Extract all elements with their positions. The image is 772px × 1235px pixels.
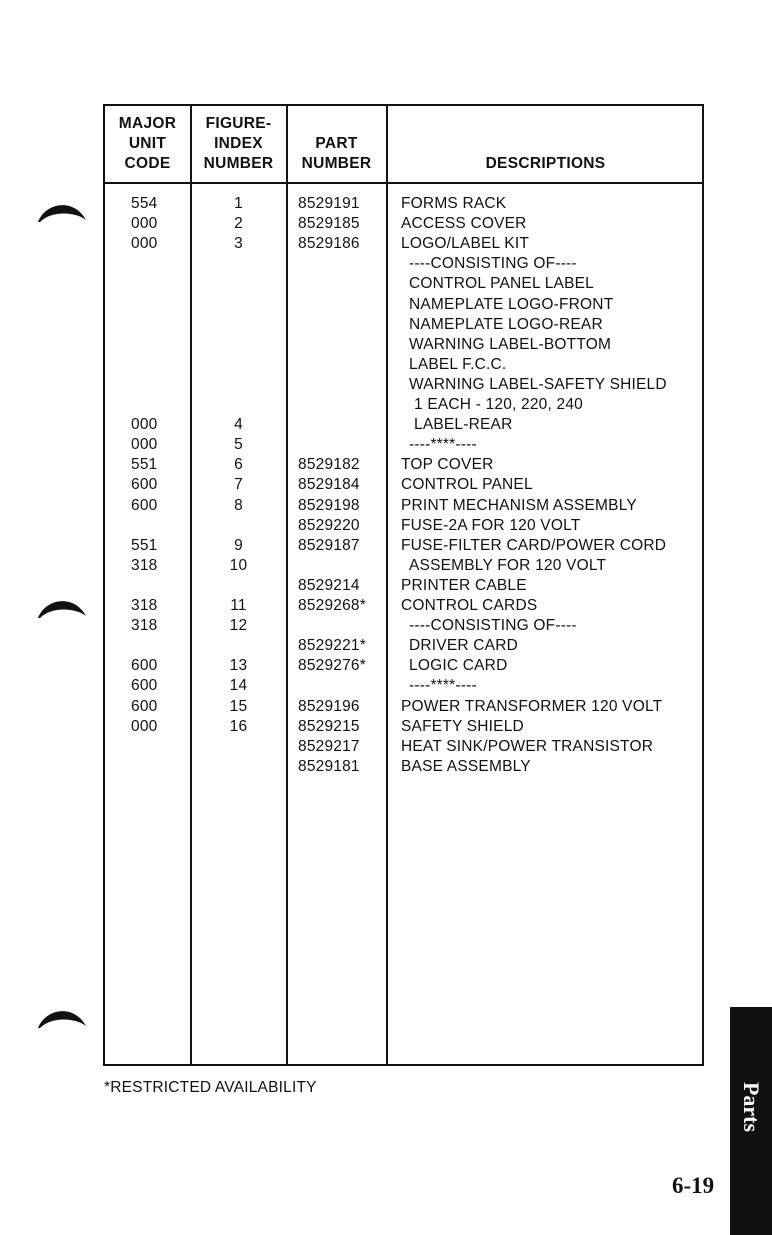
figure-index-cell: 8: [234, 496, 243, 514]
part-number-cell: 8529186: [298, 235, 360, 253]
description-cell: LOGO/LABEL KIT: [401, 235, 529, 253]
unit-code-cell: 000: [131, 436, 158, 454]
table-row: [105, 435, 702, 455]
table-row: [105, 455, 702, 475]
binder-hole: [36, 196, 88, 224]
figure-index-cell: 12: [229, 617, 248, 635]
part-number-cell: 8529220: [298, 516, 360, 534]
description-cell: PRINT MECHANISM ASSEMBLY: [401, 496, 637, 514]
figure-index-cell: 5: [234, 436, 243, 454]
part-number-cell: 8529187: [298, 536, 360, 554]
unit-code-cell: 600: [131, 476, 158, 494]
part-number-cell: 8529182: [298, 456, 360, 474]
description-cell: CONTROL PANEL: [401, 476, 533, 494]
part-number-cell: 8529276*: [298, 657, 366, 675]
part-number-cell: 8529214: [298, 576, 360, 594]
description-cell: LABEL F.C.C.: [409, 355, 507, 373]
figure-index-cell: 11: [230, 597, 247, 614]
table-row: [105, 194, 702, 214]
description-cell: FUSE-FILTER CARD/POWER CORD: [401, 536, 667, 554]
table-row: [105, 737, 702, 757]
unit-code-cell: 551: [131, 536, 158, 554]
table-row: [105, 395, 702, 415]
table-row: [105, 636, 702, 656]
page-number: 6-19: [672, 1173, 715, 1198]
header-figure-index-number: FIGURE- INDEX NUMBER: [203, 115, 274, 172]
figure-index-cell: 7: [234, 476, 243, 494]
unit-code-cell: 000: [131, 717, 158, 735]
table-row: [105, 355, 702, 375]
table-row: [105, 576, 702, 596]
table-row: [105, 616, 702, 636]
figure-index-cell: 10: [229, 556, 248, 574]
unit-code-cell: 600: [131, 697, 158, 715]
description-cell: POWER TRANSFORMER 120 VOLT: [401, 697, 663, 715]
header-part-number: PART NUMBER: [301, 135, 372, 172]
description-cell: ASSEMBLY FOR 120 VOLT: [409, 556, 607, 574]
description-cell: NAMEPLATE LOGO-FRONT: [409, 295, 614, 313]
table-row: [105, 536, 702, 556]
table-row: [105, 214, 702, 234]
description-cell: LABEL-REAR: [414, 416, 513, 434]
figure-index-cell: 14: [229, 677, 248, 695]
part-number-cell: 8529198: [298, 496, 360, 514]
unit-code-cell: 318: [131, 597, 158, 614]
figure-index-cell: 9: [234, 536, 243, 554]
unit-code-cell: 000: [131, 215, 158, 233]
figure-index-cell: 16: [229, 717, 248, 735]
part-number-cell: 8529268*: [298, 597, 366, 614]
description-cell: ----****----: [409, 677, 477, 695]
description-cell: ----CONSISTING OF----: [409, 617, 577, 635]
table-row: [105, 676, 702, 696]
figure-index-cell: 2: [234, 215, 243, 233]
figure-index-cell: 6: [234, 456, 243, 474]
description-cell: 1 EACH - 120, 220, 240: [414, 396, 583, 413]
description-cell: CONTROL CARDS: [401, 597, 538, 614]
section-tab-label: Parts: [739, 1081, 764, 1133]
figure-index-cell: 1: [234, 195, 243, 212]
table-row: [105, 556, 702, 576]
part-number-cell: 8529196: [298, 697, 360, 715]
table-row: [105, 757, 702, 777]
table-row: [105, 315, 702, 335]
description-cell: TOP COVER: [401, 456, 494, 474]
part-number-cell: 8529215: [298, 717, 360, 735]
unit-code-cell: 600: [131, 496, 158, 514]
description-cell: ----CONSISTING OF----: [409, 255, 577, 273]
unit-code-cell: 554: [131, 195, 158, 212]
table-row: [105, 697, 702, 717]
description-cell: BASE ASSEMBLY: [401, 757, 531, 775]
description-cell: ----****----: [409, 436, 477, 454]
figure-index-cell: 4: [234, 416, 243, 434]
unit-code-cell: 000: [131, 416, 158, 434]
table-row: [105, 475, 702, 495]
table-row: [105, 335, 702, 355]
description-cell: DRIVER CARD: [409, 637, 518, 655]
description-cell: FUSE-2A FOR 120 VOLT: [401, 516, 581, 534]
part-number-cell: 8529217: [298, 737, 360, 755]
part-number-cell: 8529181: [298, 757, 360, 775]
table-row: [105, 295, 702, 315]
unit-code-cell: 600: [131, 657, 158, 675]
part-number-cell: 8529191: [298, 195, 360, 212]
table-row: [105, 496, 702, 516]
description-cell: HEAT SINK/POWER TRANSISTOR: [401, 737, 654, 755]
footnote: *RESTRICTED AVAILABILITY: [104, 1079, 317, 1096]
table-row: [105, 596, 702, 616]
header-descriptions: DESCRIPTIONS: [485, 155, 606, 172]
header-major-unit-code: MAJOR UNIT CODE: [118, 115, 177, 172]
description-cell: SAFETY SHIELD: [401, 717, 524, 735]
figure-index-cell: 15: [229, 697, 248, 715]
description-cell: WARNING LABEL-SAFETY SHIELD: [409, 375, 667, 393]
description-cell: ACCESS COVER: [401, 215, 527, 233]
unit-code-cell: 318: [131, 556, 158, 574]
description-cell: FORMS RACK: [401, 195, 507, 212]
table-row: [105, 234, 702, 254]
description-cell: PRINTER CABLE: [401, 576, 527, 594]
parts-table: [103, 104, 704, 1066]
binder-hole: [36, 1002, 88, 1030]
table-row: [105, 375, 702, 395]
table-row: [105, 415, 702, 435]
unit-code-cell: 000: [131, 235, 158, 253]
unit-code-cell: 318: [131, 617, 158, 635]
table-row: [105, 254, 702, 274]
part-number-cell: 8529221*: [298, 637, 366, 655]
description-cell: LOGIC CARD: [409, 657, 508, 675]
figure-index-cell: 13: [229, 657, 248, 675]
part-number-cell: 8529184: [298, 476, 360, 494]
description-cell: NAMEPLATE LOGO-REAR: [409, 315, 603, 333]
binder-hole: [36, 592, 88, 620]
table-row: [105, 656, 702, 676]
unit-code-cell: 600: [131, 677, 158, 695]
unit-code-cell: 551: [131, 456, 158, 474]
table-row: [105, 516, 702, 536]
description-cell: WARNING LABEL-BOTTOM: [409, 335, 612, 353]
part-number-cell: 8529185: [298, 215, 360, 233]
description-cell: CONTROL PANEL LABEL: [409, 275, 594, 293]
table-row: [105, 274, 702, 294]
header-divider: [105, 182, 702, 184]
section-tab: [730, 1007, 772, 1235]
table-row: [105, 717, 702, 737]
figure-index-cell: 3: [234, 235, 243, 253]
